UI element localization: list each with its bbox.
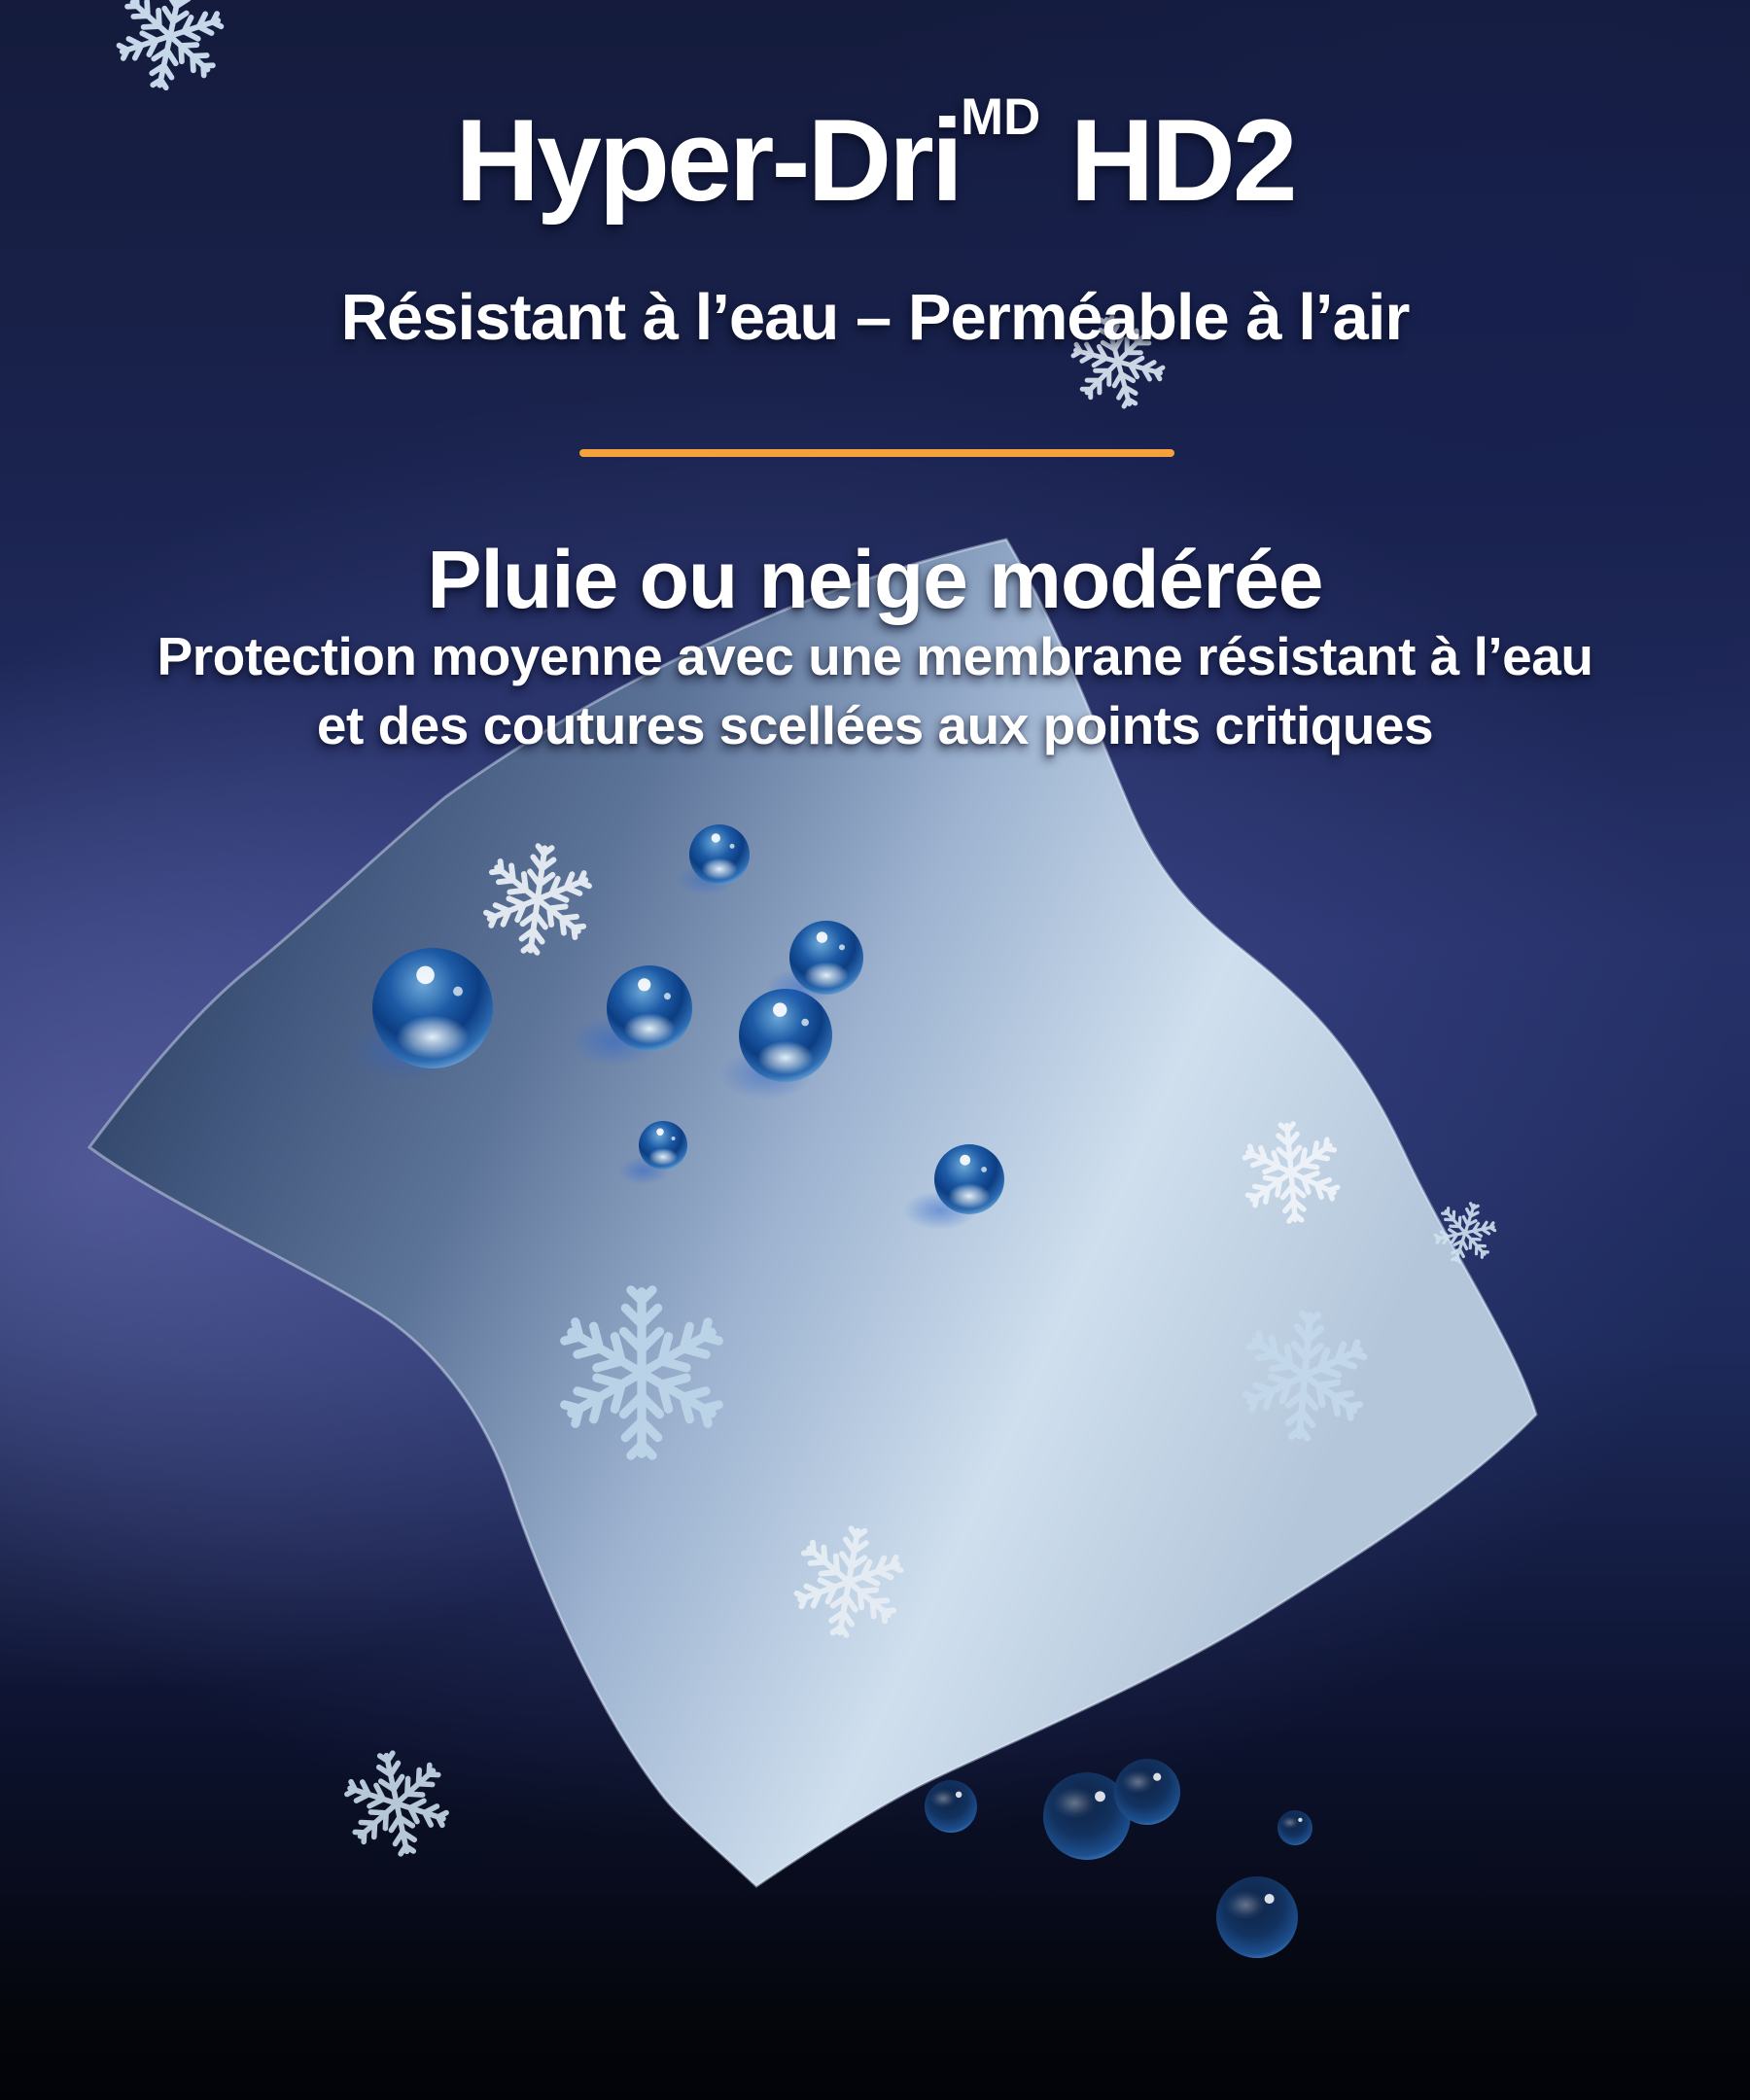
- water-droplet-icon: [925, 1780, 977, 1833]
- accent-divider: [579, 449, 1174, 457]
- title-main: Hyper-Dri: [455, 95, 962, 226]
- body-line-2: et des coutures scellées aux points critiques: [316, 695, 1434, 755]
- snowflake-icon: [338, 1744, 455, 1863]
- water-droplet-icon: [1114, 1759, 1180, 1825]
- title-tail: HD2: [1040, 95, 1295, 226]
- title-trademark: MD: [961, 88, 1041, 146]
- page-title: [0, 88, 1750, 228]
- water-droplet-icon: [1278, 1810, 1312, 1845]
- section-body: [0, 622, 1750, 760]
- water-droplet-icon: [1216, 1876, 1298, 1958]
- section-heading: Pluie ou neige modérée: [427, 534, 1323, 625]
- subtitle: Résistant à l’eau – Perméable à l’air: [340, 281, 1410, 354]
- body-line-1: Protection moyenne avec une membrane résistant à l’eau: [157, 626, 1593, 686]
- snowflake-icon: [111, 0, 230, 96]
